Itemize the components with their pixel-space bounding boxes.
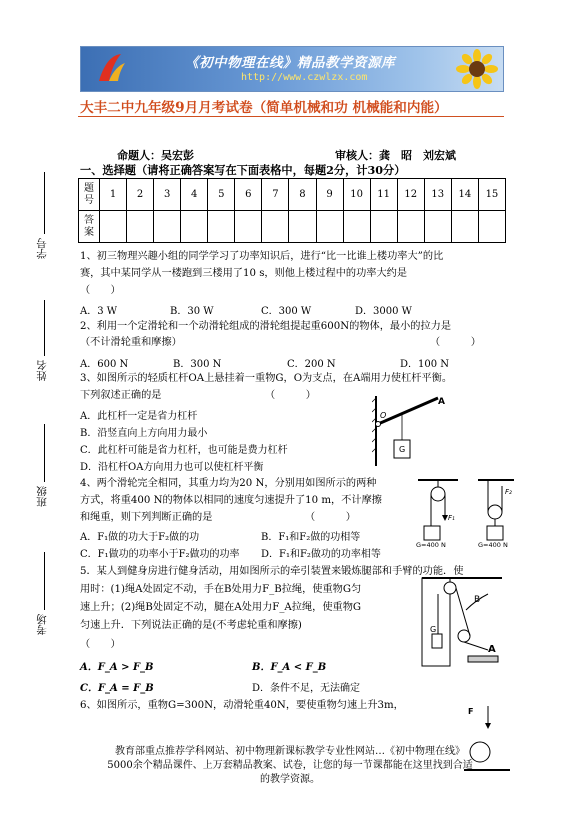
- footer: [70, 745, 510, 787]
- q5-line3: 速上升；(2)绳B处固定不动，腿在A处用力F_A拉绳，使重物G: [80, 602, 362, 613]
- name-line[interactable]: [44, 300, 45, 356]
- q1-option-a: A．3 W: [80, 306, 118, 317]
- q5-line1: 5．某人到健身房进行健身活动，用如图所示的牵引装置来锻炼腿部和手臂的功能．使: [80, 566, 464, 577]
- side-label-name: 姓名: [36, 360, 48, 381]
- answer-cell[interactable]: [370, 211, 397, 243]
- q5-line2: 用时：(1)绳A处固定不动，手在B处用力F_B拉绳，使重物G匀: [80, 584, 362, 595]
- q2-option-a: A．600 N: [80, 359, 129, 370]
- reviewer-label: 审核人：龚 昭 刘宏斌: [335, 149, 456, 162]
- answer-cell[interactable]: [478, 211, 505, 243]
- pulley-label-g1: G=400 N: [416, 541, 446, 548]
- answer-cell[interactable]: [316, 211, 343, 243]
- setter-label: 命题人：吴宏彭: [117, 149, 194, 162]
- question-number-cell: 6: [235, 179, 262, 211]
- answer-cell[interactable]: [397, 211, 424, 243]
- q2-option-b: B．300 N: [173, 359, 222, 370]
- answer-cell[interactable]: [262, 211, 289, 243]
- q2-line1: 2、利用一个定滑轮和一个动滑轮组成的滑轮组提起重600N的物体，最小的拉力是: [80, 321, 452, 332]
- q4-option-a: A．F₁做的功大于F₂做的功: [80, 532, 200, 543]
- answer-cell[interactable]: [451, 211, 478, 243]
- question-number-cell: 7: [262, 179, 289, 211]
- pulley-label-g2: G=400 N: [478, 541, 508, 548]
- question-number-cell: 8: [289, 179, 316, 211]
- banner-title: 《初中物理在线》精品教学资源库: [185, 55, 395, 71]
- sunflower-icon: [455, 49, 499, 89]
- answer-cell[interactable]: [235, 211, 262, 243]
- answer-cell[interactable]: [343, 211, 370, 243]
- q1-option-c: C．300 W: [261, 306, 312, 317]
- side-label-class: 班级: [36, 486, 48, 507]
- q3-option-a: A．此杠杆一定是省力杠杆: [80, 411, 198, 422]
- q2-line2: （不计滑轮重和摩擦）: [80, 337, 182, 348]
- q4-option-b: B．F₁和F₂做的功相等: [261, 532, 361, 543]
- question-number-cell: 9: [316, 179, 343, 211]
- q3-option-d: D．沿杠杆OA方向用力也可以使杠杆平衡: [80, 462, 264, 473]
- banner-url[interactable]: http://www.czwlzx.com: [241, 72, 368, 83]
- side-label-exam-room: 考场: [36, 614, 48, 635]
- q4-option-c: C．F₁做功的功率小于F₂做功的功率: [80, 549, 240, 560]
- q4-option-d: D．F₁和F₂做功的功率相等: [261, 549, 381, 560]
- lever-label-g: G: [399, 445, 406, 454]
- q1-line2: 赛，其中某同学从一楼跑到三楼用了10 s，则他上楼过程中的功率大约是: [80, 268, 408, 279]
- q2-option-d: D．100 N: [400, 359, 450, 370]
- table-row-answers: [79, 211, 506, 243]
- row-header-answer: [79, 211, 100, 243]
- q5-option-a: A．F_A > F_B: [80, 662, 154, 673]
- title-divider: [78, 116, 504, 117]
- answer-cell[interactable]: [181, 211, 208, 243]
- q2-option-c: C．200 N: [287, 359, 336, 370]
- question-number-cell: 13: [424, 179, 451, 211]
- row-header-number: [79, 179, 100, 211]
- lever-figure: [372, 392, 454, 468]
- class-line[interactable]: [44, 424, 45, 482]
- q3-line2: 下列叙述正确的是: [80, 390, 162, 401]
- answer-table: [78, 178, 506, 243]
- pulley-label-f2: F₂: [505, 488, 512, 496]
- q6-line1: 6、如图所示，重物G=300N，动滑轮重40N，要使重物匀速上升3m，: [80, 700, 404, 711]
- q1-line1: 1、初三物理兴趣小组的同学学习了功率知识后，进行“比一比谁上楼功率大”的比: [80, 251, 444, 262]
- site-banner: [80, 46, 504, 92]
- gym-label-a: A: [488, 644, 496, 655]
- answer-cell[interactable]: [154, 211, 181, 243]
- pulley-label-f1: F₁: [448, 514, 455, 522]
- question-number-cell: 11: [370, 179, 397, 211]
- q5-line4: 匀速上升．下列说法正确的是(不考虑轮重和摩擦): [80, 620, 302, 631]
- footer-line2: 5000余个精品课件、上万套精品教案、试卷，让您的每一节课都能在这里找到合适: [107, 760, 473, 771]
- q2-answer-paren: （ ）: [430, 337, 481, 348]
- footer-line1[interactable]: 教育部重点推荐学科网站、初中物理新课标教学专业性网站…《初中物理在线》: [115, 746, 465, 757]
- question-number-cell: 2: [127, 179, 154, 211]
- question-number-cell: 1: [100, 179, 127, 211]
- q3-option-c: C．此杠杆可能是省力杠杆，也可能是费力杠杆: [80, 445, 288, 456]
- site-logo-icon: [95, 51, 127, 85]
- q3-line1: 3、如图所示的轻质杠杆OA上悬挂着一重物G，O为支点，在A端用力使杠杆平衡。: [80, 373, 453, 384]
- row-header-answer-text: 答案: [84, 214, 94, 238]
- q5-option-c: C．F_A = F_B: [80, 683, 154, 694]
- exam-room-line[interactable]: [44, 552, 45, 610]
- answer-cell[interactable]: [208, 211, 235, 243]
- q3-answer-paren: （ ）: [265, 390, 316, 401]
- q4-line2: 方式，将重400 N的物体以相同的速度匀速提升了10 m，不计摩擦: [80, 495, 382, 506]
- gym-label-g: G: [430, 625, 437, 634]
- question-number-cell: 15: [478, 179, 505, 211]
- row-header-number-text: 题号: [84, 182, 94, 206]
- pulley-figure: [414, 478, 520, 548]
- q4-line3: 和绳重，则下列判断正确的是: [80, 512, 213, 523]
- exam-title: 大丰二中九年级9月月考试卷（简单机械和功 机械能和内能）: [80, 100, 448, 116]
- question-number-cell: 4: [181, 179, 208, 211]
- q6-label-f: F: [468, 707, 474, 716]
- student-no-line[interactable]: [44, 172, 45, 234]
- answer-cell[interactable]: [424, 211, 451, 243]
- q5-line5: （ ）: [80, 639, 121, 650]
- gym-label-b: B: [474, 595, 481, 605]
- question-number-cell: 3: [154, 179, 181, 211]
- answer-cell[interactable]: [100, 211, 127, 243]
- q4-line1: 4、两个滑轮完全相同，其重力均为20 N，分别用如图所示的两种: [80, 478, 377, 489]
- side-label-student-no: 学号: [36, 238, 48, 259]
- q1-option-b: B．30 W: [170, 306, 214, 317]
- lever-label-a: A: [438, 397, 445, 407]
- answer-cell[interactable]: [289, 211, 316, 243]
- q4-answer-paren: （ ）: [305, 512, 356, 523]
- question-number-cell: 5: [208, 179, 235, 211]
- gym-figure: [420, 574, 506, 668]
- q5-option-d: D．条件不足，无法确定: [252, 683, 361, 694]
- question-number-cell: 10: [343, 179, 370, 211]
- question-number-cell: 14: [451, 179, 478, 211]
- footer-line3: 的教学资源。: [260, 774, 320, 785]
- answer-cell[interactable]: [127, 211, 154, 243]
- section-heading: 一、选择题（请将正确答案写在下面表格中，每题2分，计30分）: [80, 163, 406, 177]
- table-row-numbers: [79, 179, 506, 211]
- q1-option-d: D．3000 W: [355, 306, 412, 317]
- q1-line3: （ ）: [80, 285, 121, 296]
- q3-option-b: B．沿竖直向上方向用力最小: [80, 428, 208, 439]
- question-number-cell: 12: [397, 179, 424, 211]
- lever-label-o: O: [380, 411, 387, 420]
- q5-option-b: B．F_A < F_B: [252, 662, 327, 673]
